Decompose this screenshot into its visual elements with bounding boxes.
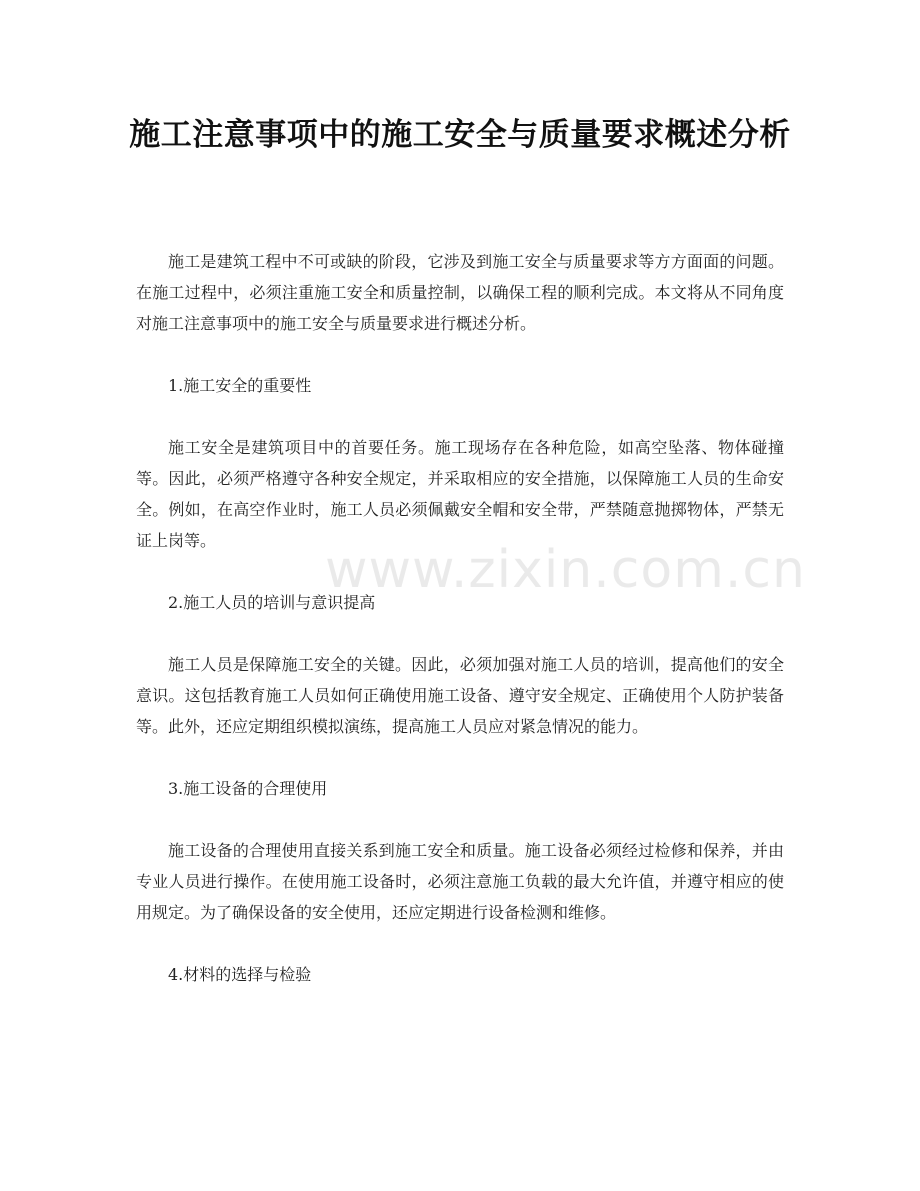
section-paragraph-3: 施工设备的合理使用直接关系到施工安全和质量。施工设备必须经过检修和保养，并由专业人员进行操作。在使用施工设备时，必须注意施工负载的最大允许值，并遵守相应的使用规定。为了确保设备的安全使用，还应定期进行设备检测和维修。 xyxy=(136,841,784,922)
section-heading-3: 3.施工设备的合理使用 xyxy=(168,779,328,798)
document-body xyxy=(136,246,784,1021)
intro-paragraph: 施工是建筑工程中不可或缺的阶段，它涉及到施工安全与质量要求等方方面面的问题。在施工过程中，必须注重施工安全和质量控制，以确保工程的顺利完成。本文将从不同角度对施工注意事项中的施工安全与质量要求进行概述分析。 xyxy=(136,252,784,333)
section-paragraph-1: 施工安全是建筑项目中的首要任务。施工现场存在各种危险，如高空坠落、物体碰撞等。因此，必须严格遵守各种安全规定，并采取相应的安全措施，以保障施工人员的生命安全。例如，在高空作业时，施工人员必须佩戴安全帽和安全带，严禁随意抛掷物体，严禁无证上岗等。 xyxy=(136,438,784,550)
watermark-text: www.zixin.com.cn xyxy=(325,540,806,600)
section-heading-2: 2.施工人员的培训与意识提高 xyxy=(168,593,376,612)
document-title: 施工注意事项中的施工安全与质量要求概述分析 xyxy=(129,117,791,153)
section-heading-1: 1.施工安全的重要性 xyxy=(168,376,312,395)
section-paragraph-2: 施工人员是保障施工安全的关键。因此，必须加强对施工人员的培训，提高他们的安全意识。这包括教育施工人员如何正确使用施工设备、遵守安全规定、正确使用个人防护装备等。此外，还应定期组织模拟演练，提高施工人员应对紧急情况的能力。 xyxy=(136,655,784,736)
section-heading-4: 4.材料的选择与检验 xyxy=(168,965,312,984)
